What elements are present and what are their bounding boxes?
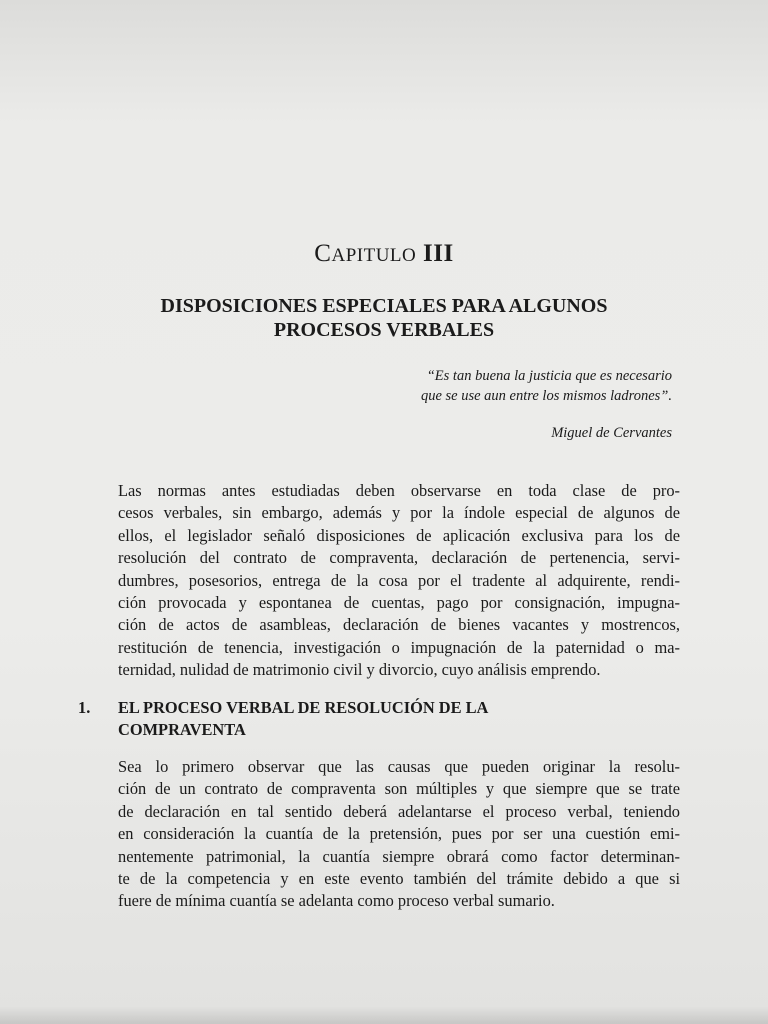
chapter-label-rest: APITULO <box>331 245 417 266</box>
section-title-line: EL PROCESO VERBAL DE RESOLUCIÓN DE LA <box>118 698 489 717</box>
text-line: ción de actos de asambleas, declaración de bienes vacantes y mostrencos, <box>118 615 680 635</box>
chapter-title <box>60 294 708 342</box>
text-line: cesos verbales, sin embargo, además y por la índole especial de algunos de <box>118 503 680 523</box>
text-line: ción de un contrato de compraventa son múltiples y que siempre que se trate <box>118 779 680 799</box>
text-line: ellos, el legislador señaló disposiciones de aplicación exclusiva para los de <box>118 525 680 545</box>
text-line: resolución del contrato de compraventa, declaración de pertenencia, servi- <box>118 548 680 568</box>
chapter-label-initial: C <box>314 240 332 267</box>
epigraph-line: que se use aun entre los mismos ladrones”. <box>420 388 672 404</box>
text-line: ternidad, nulidad de matrimonio civil y divorcio, cuyo análisis emprendo. <box>118 660 601 680</box>
epigraph-author: Miguel de Cervantes <box>551 425 672 441</box>
epigraph-quote <box>272 366 672 406</box>
text-line: restitución de tenencia, investigación o impugnación de la paternidad o ma- <box>118 637 680 657</box>
body-paragraph <box>118 480 680 682</box>
text-line: nentemente patrimonial, la cuantía siempre obrará como factor determinan- <box>118 846 680 866</box>
chapter-title-line: PROCESOS VERBALES <box>273 319 495 341</box>
section-title-line: COMPRAVENTA <box>118 720 246 739</box>
section-heading <box>78 697 680 741</box>
text-line: fuere de mínima cuantía se adelanta como proceso verbal sumario. <box>118 891 555 911</box>
text-line: ción provocada y espontanea de cuentas, pago por consignación, impugna- <box>118 593 680 613</box>
text-line: te de la competencia y en este evento también del trámite debido a que si <box>118 869 680 889</box>
text-line: de declaración en tal sentido deberá adelantarse el proceso verbal, teniendo <box>118 801 680 821</box>
chapter-heading <box>0 240 768 268</box>
chapter-title-line: DISPOSICIONES ESPECIALES PARA ALGUNOS <box>160 295 608 317</box>
body-paragraph <box>118 756 680 913</box>
epigraph-line: “Es tan buena la justicia que es necesario <box>426 368 672 384</box>
text-line: Las normas antes estudiadas deben observarse en toda clase de pro- <box>118 481 680 500</box>
section-number: 1. <box>78 698 91 717</box>
text-line: en consideración la cuantía de la pretensión, pues por ser una cuestión emi- <box>118 824 680 844</box>
text-line: dumbres, posesorios, entrega de la cosa por el tradente al adquirente, rendi- <box>118 570 680 590</box>
page-bottom-shadow <box>0 1006 768 1024</box>
chapter-number: III <box>423 240 454 267</box>
text-line: Sea lo primero observar que las causas que pueden originar la resolu- <box>118 757 680 776</box>
